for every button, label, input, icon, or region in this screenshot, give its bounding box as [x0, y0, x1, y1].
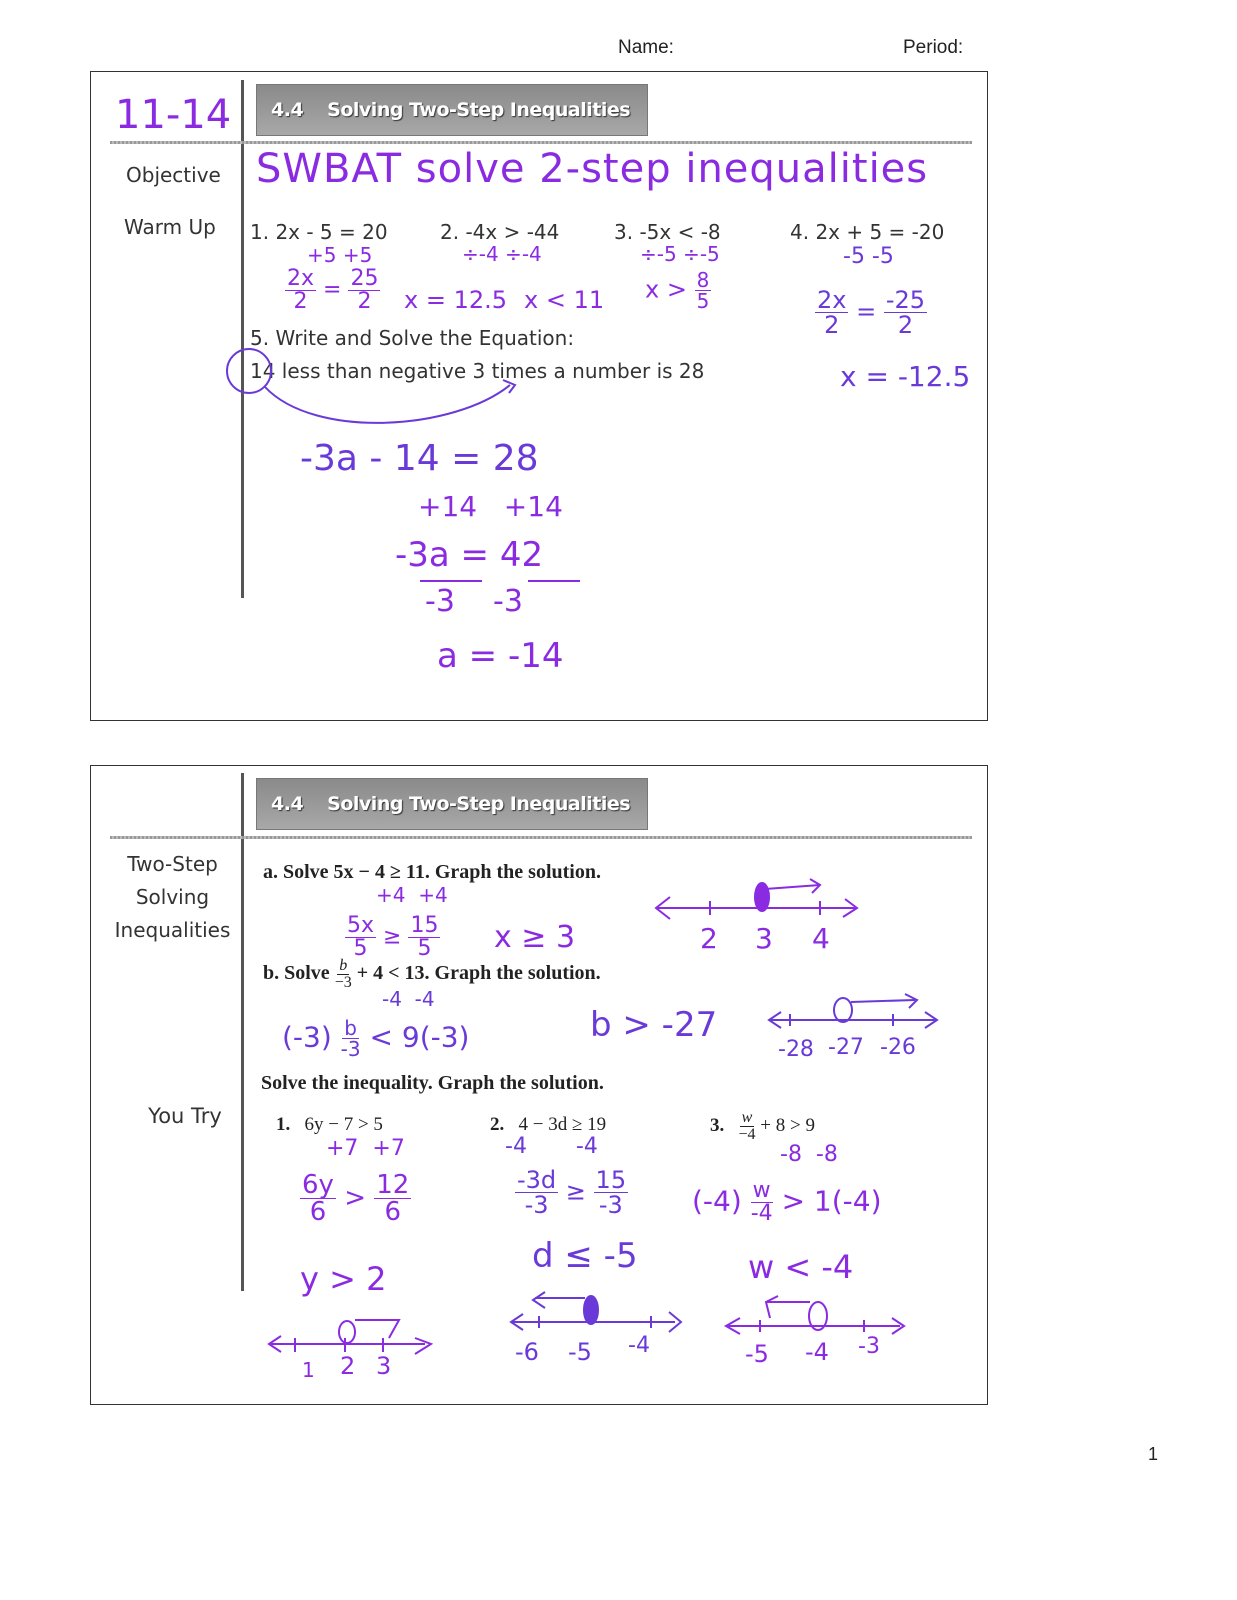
- example-a-text: Solve 5x − 4 ≥ 11. Graph the solution.: [283, 861, 601, 883]
- problem-2-tick-neg4: -4: [628, 1333, 650, 1358]
- problem-2-number-line: [505, 1290, 690, 1340]
- objective-label: Objective: [126, 163, 221, 187]
- banner-title: Solving Two-Step Inequalities: [327, 793, 631, 815]
- problem-3-number-line: [720, 1290, 910, 1340]
- warmup-q1-step1: +5 +5: [307, 243, 373, 267]
- warmup-q4-step1: -5 -5: [843, 244, 894, 269]
- problem-1-step1: +7 +7: [326, 1136, 405, 1161]
- banner-title: Solving Two-Step Inequalities: [327, 99, 631, 121]
- problem-2-step1: -4 -4: [505, 1134, 598, 1159]
- warmup-q1-answer: x = 12.5: [404, 286, 508, 314]
- warmup-q3-step1: ÷-5 ÷-5: [640, 242, 720, 266]
- q5-step1: -3a - 14 = 28: [300, 438, 539, 479]
- problem-1-step2: $\frac{6y}{6}$ > $\frac{12}{6}$: [302, 1170, 410, 1227]
- fraction-numerator: b: [339, 957, 348, 974]
- q5-step2: +14 +14: [418, 490, 563, 523]
- problem-1-tick-2: 2: [340, 1352, 356, 1380]
- fraction-denominator: −3: [334, 974, 352, 991]
- example-b-number-line: [765, 990, 945, 1040]
- example-b-letter: b.: [263, 962, 280, 985]
- warmup-q3-answer: x > $\frac{8}{5}$: [645, 268, 710, 313]
- q5-answer: a = -14: [437, 636, 564, 676]
- problem-1-number: 1.: [276, 1114, 291, 1135]
- problem-3-number: 3.: [710, 1114, 725, 1136]
- q5-prompt: 5. Write and Solve the Equation:: [250, 326, 575, 350]
- panel2-divider-horizontal: [110, 836, 972, 839]
- example-b-answer: b > -27: [590, 1005, 718, 1045]
- example-a-prompt: [263, 861, 601, 884]
- q5-fraction-bar-left: [420, 580, 482, 582]
- period-label: Period:: [903, 37, 964, 58]
- problem-3-answer: w < -4: [748, 1248, 854, 1286]
- example-a-tick-2: 2: [700, 922, 718, 955]
- problem-2-answer: d ≤ -5: [532, 1236, 638, 1276]
- warmup-q2-answer: x < 11: [524, 286, 605, 314]
- example-b-tick-neg26: -26: [880, 1035, 916, 1060]
- problem-1-prompt: [276, 1114, 383, 1136]
- example-a-tick-3: 3: [755, 922, 773, 955]
- example-b-step2: (-3) $\frac{b}{-3}$ < 9(-3): [282, 1016, 470, 1061]
- q5-step4: -3 -3: [425, 584, 523, 619]
- page-number: 1: [1148, 1444, 1159, 1464]
- problem-2-step2: $\frac{-3d}{-3}$ ≥ $\frac{15}{-3}$: [517, 1166, 627, 1219]
- section-banner-2: [256, 778, 648, 830]
- banner-number: 4.4: [271, 99, 304, 121]
- example-a-step2: $\frac{5x}{5}$ ≥ $\frac{15}{5}$: [347, 913, 439, 961]
- warmup-q2: 2. -4x > -44: [440, 220, 560, 244]
- warmup-q1: 1. 2x - 5 = 20: [250, 220, 388, 244]
- warmup-q3: 3. -5x < -8: [614, 220, 721, 244]
- problem-1-text: 6y − 7 > 5: [304, 1114, 383, 1135]
- problem-1-tick-1: 1: [302, 1358, 315, 1382]
- problem-3-tick-neg3: -3: [858, 1334, 880, 1359]
- you-try-label: You Try: [148, 1104, 222, 1128]
- section-label-line2: Solving: [135, 885, 210, 909]
- banner-number: 4.4: [271, 793, 304, 815]
- panel1-divider-horizontal: [110, 141, 972, 144]
- example-a-step1: +4 +4: [376, 883, 448, 907]
- example-a-letter: a.: [263, 861, 278, 883]
- warmup-q4-step2: $\frac{2x}{2}$ = $\frac{-25}{2}$: [817, 286, 926, 339]
- example-b-fraction: [335, 958, 352, 991]
- problem-3-fraction: [739, 1110, 756, 1143]
- panel2-divider-vertical: [241, 773, 244, 1291]
- warmup-q4-answer: x = -12.5: [840, 360, 971, 393]
- example-b-tick-neg28: -28: [778, 1037, 814, 1062]
- example-b-tick-neg27: -27: [828, 1035, 864, 1060]
- problem-3-step2: (-4) $\frac{w}{-4}$ > 1(-4): [692, 1178, 882, 1226]
- warmup-label: Warm Up: [124, 215, 216, 239]
- q5-text: 14 less than negative 3 times a number is 28: [250, 359, 705, 383]
- q5-annotation-arrow: [225, 345, 535, 435]
- problem-2-text: 4 − 3d ≥ 19: [518, 1114, 607, 1135]
- problem-3-step1: -8 -8: [780, 1142, 838, 1167]
- q5-step3: -3a = 42: [395, 535, 544, 575]
- example-a-answer: x ≥ 3: [494, 920, 576, 955]
- you-try-instructions: Solve the inequality. Graph the solution.: [261, 1072, 604, 1094]
- fraction-numerator: w: [741, 1109, 753, 1126]
- warmup-q2-step1: ÷-4 ÷-4: [462, 242, 542, 266]
- q5-fraction-bar-right: [528, 580, 580, 582]
- objective-text: SWBAT solve 2-step inequalities: [256, 146, 929, 192]
- section-label-line3: Inequalities: [114, 918, 231, 942]
- example-b-text-start: Solve: [284, 962, 330, 985]
- name-label: Name:: [618, 37, 674, 58]
- problem-2-number: 2.: [490, 1114, 505, 1135]
- section-banner: [256, 84, 648, 136]
- problem-3-prompt: [710, 1110, 815, 1143]
- example-a-tick-4: 4: [812, 922, 830, 955]
- panel1-divider-vertical: [241, 80, 244, 598]
- problem-1-tick-3: 3: [376, 1352, 392, 1380]
- problem-3-tick-neg5: -5: [745, 1340, 769, 1368]
- section-label: [105, 848, 240, 947]
- problem-1-answer: y > 2: [300, 1260, 387, 1298]
- warmup-q1-step2: $\frac{2x}{2}$ = $\frac{25}{2}$: [287, 266, 379, 314]
- section-label-line1: Two-Step: [127, 852, 218, 876]
- problem-2-tick-neg6: -6: [515, 1338, 539, 1366]
- problem-3-text: + 8 > 9: [760, 1114, 815, 1136]
- fraction-denominator: −4: [738, 1126, 756, 1143]
- warmup-q4: 4. 2x + 5 = -20: [790, 220, 945, 244]
- problem-2-prompt: [490, 1114, 606, 1136]
- date-label: 11-14: [115, 92, 232, 138]
- example-b-text-end: + 4 < 13. Graph the solution.: [356, 962, 601, 985]
- example-b-step1: -4 -4: [382, 987, 435, 1011]
- problem-2-tick-neg5: -5: [568, 1338, 592, 1366]
- problem-3-tick-neg4: -4: [805, 1338, 829, 1366]
